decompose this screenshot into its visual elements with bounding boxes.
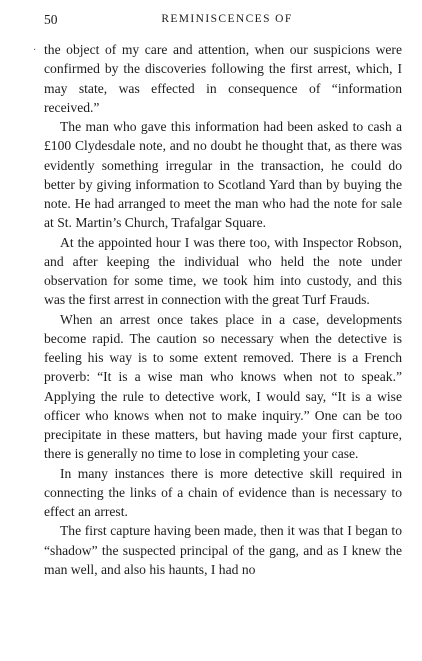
paragraph-3: At the appointed hour I was there too, with Inspector Robson, and after keeping the individual who held the note under observation for some time, we took him into custody, and this was the first arrest in connection with the great Turf Frauds. [44,234,402,308]
running-head: REMINISCENCES OF [161,13,293,25]
paragraph-1: the object of my care and attention, when our suspicions were confirmed by the discoveries following the first arrest, which, I may state, was effected in consequence of “information received.” [44,42,402,115]
margin-mark: · [33,45,37,56]
page-number: 50 [44,12,58,27]
paragraph-6: The first capture having been made, then it was that I began to “shadow” the suspected principal of the gang, and as I knew the man well, and also his haunts, I had no [44,523,402,577]
paragraph-4: When an arrest once takes place in a case, developments become rapid. The caution so necessary when the detective is feeling his way is to some extent removed. There is a French proverb: “It is a wise man who knows when not to speak.” Applying the rule to detective work, I would say, “It is a wise officer who knows when not to make inquiry.” One can be too precipitate in these matters, but having made your first capture, there is generally no time to lose in completing your case. [44,311,402,462]
paragraph-5: In many instances there is more detective skill required in connecting the links of a chain of evidence than is necessary to effect an arrest. [44,465,402,519]
paragraph-2: The man who gave this information had been asked to cash a £100 Clydesdale note, and no doubt he thought that, as there was evidently something irregular in the transaction, he could do better by giving information to Scotland Yard than by buying the note. He had arranged to meet the man who had the note for sale at St. Martin’s Church, Trafalgar Square. [44,119,402,231]
page-header [44,12,400,32]
body-text [44,40,402,579]
